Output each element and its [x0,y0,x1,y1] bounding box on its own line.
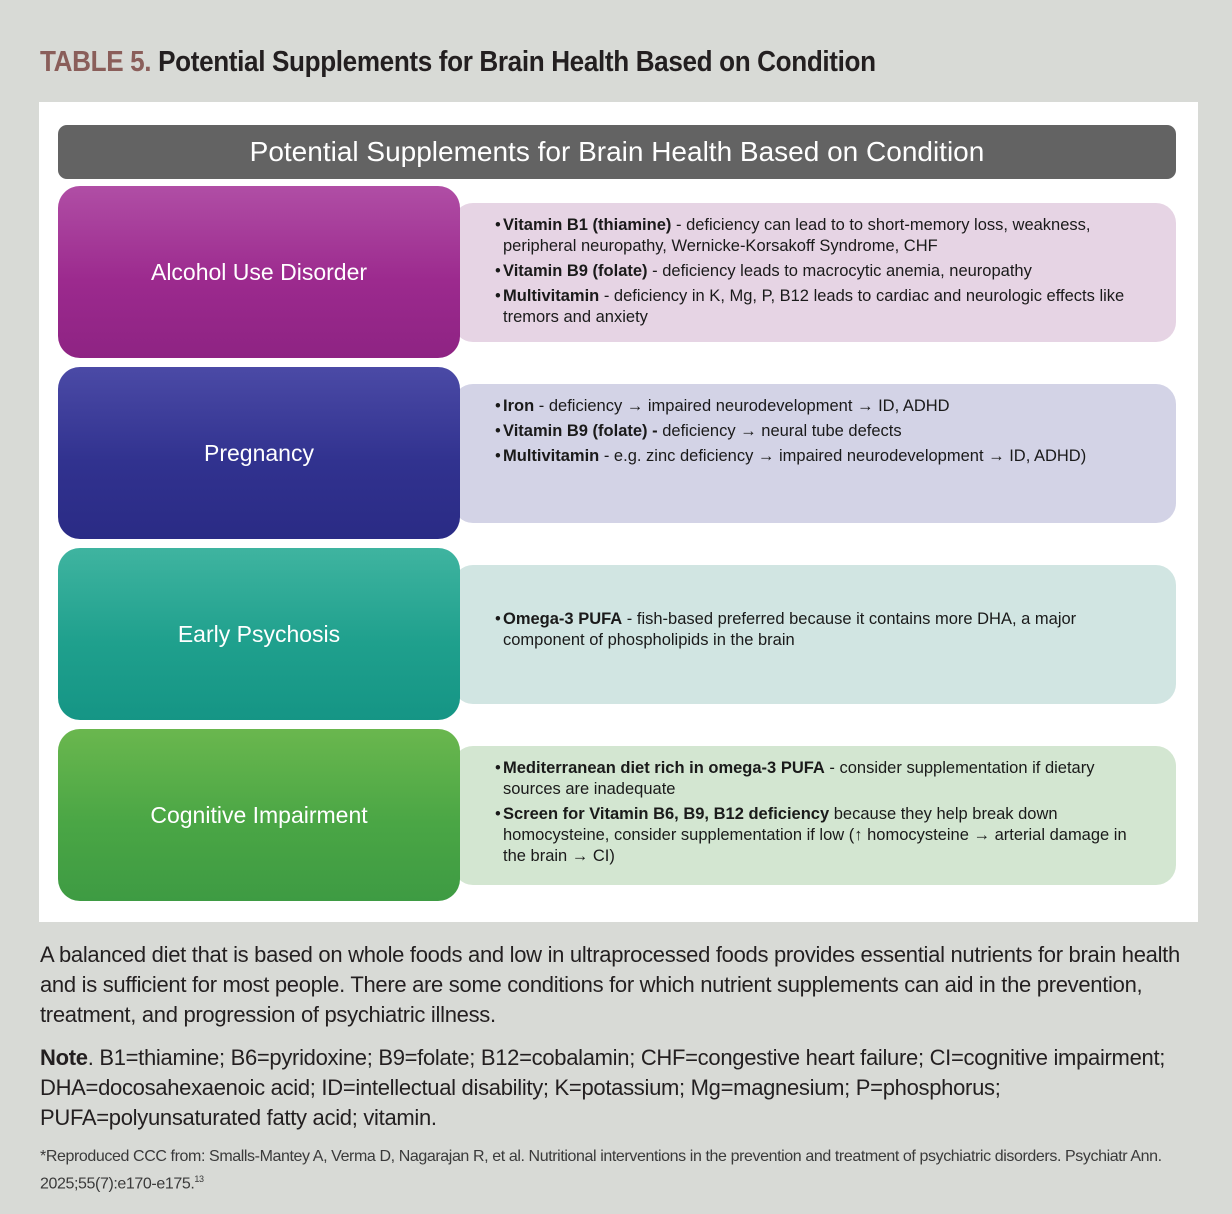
supplement-item: • Multivitamin - deficiency in K, Mg, P, B12 leads to cardiac and neurologic effects like tremors and anxiety [495,287,1125,326]
condition-row-cognitive-impairment [58,729,1176,901]
supplement-description: - fish-based preferred because it contains more DHA, a major component of phospholipids in the brain [503,610,1077,649]
note-label: Note [40,1045,88,1070]
supplement-details [453,384,1176,523]
supplement-description: - deficiency in K, Mg, P, B12 leads to cardiac and neurologic effects like tremors and anxiety [503,287,1125,326]
condition-label: Cognitive Impairment [58,729,460,901]
supplement-list [495,609,1146,651]
supplement-name: Iron [503,397,535,415]
supplement-list [495,758,1146,867]
condition-row-early-psychosis [58,548,1176,720]
condition-label: Pregnancy [58,367,460,539]
supplement-description: - deficiency can lead to to short-memory loss, weakness, peripheral neuropathy, Wernicke-Korsakoff Syndrome, CHF [503,216,1091,255]
supplement-description: deficiency → neural tube defects [657,422,902,440]
supplement-description: - deficiency leads to macrocytic anemia, neuropathy [647,262,1032,280]
body-paragraph: A balanced diet that is based on whole foods and low in ultraprocessed foods provides essential nutrients for brain health and is sufficient for most people. There are some conditions for which nutrient supplements can aid in the prevention, treatment, and progression of psychiatric illness. [40,942,1180,1027]
supplement-description: because they help break down homocysteine, consider supplementation if low (↑ homocysteine → arterial damage in the brain → CI) [503,805,1127,865]
table-label: TABLE 5. [40,46,152,78]
abbreviation-note [40,1043,1200,1133]
supplement-item: • Vitamin B9 (folate) - deficiency leads to macrocytic anemia, neuropathy [495,262,1032,280]
table-heading [40,46,876,79]
figure-panel [39,102,1198,922]
supplement-details [453,565,1176,704]
citation [40,1146,1200,1195]
supplement-name: Vitamin B9 (folate) [503,262,648,280]
supplement-item: • Iron - deficiency → impaired neurodevelopment → ID, ADHD [495,397,950,415]
supplement-name: Multivitamin [503,287,600,305]
condition-row-alcohol-use-disorder [58,186,1176,358]
supplement-item: • Vitamin B1 (thiamine) - deficiency can lead to to short-memory loss, weakness, peripheral neuropathy, Wernicke-Korsakoff Syndrome, CHF [495,216,1091,255]
supplement-item: • Mediterranean diet rich in omega-3 PUFA - consider supplementation if dietary sources are inadequate [495,759,1095,798]
supplement-item: • Multivitamin - e.g. zinc deficiency → impaired neurodevelopment → ID, ADHD) [495,447,1087,465]
supplement-details [453,203,1176,342]
supplement-name: Vitamin B9 (folate) - [503,422,658,440]
note-text: . B1=thiamine; B6=pyridoxine; B9=folate; B12=cobalamin; CHF=congestive heart failure; CI=cognitive impairment; DHA=docosahexaenoic acid; ID=intellectual disability; K=potassium; Mg=magnesium; P=phosphorus; PUFA=polyunsaturated fatty acid; vitamin. [40,1045,1166,1130]
supplement-description: - consider supplementation if dietary sources are inadequate [503,759,1095,798]
supplement-item: • Screen for Vitamin B6, B9, B12 deficiency because they help break down homocysteine, consider supplementation if low (↑ homocysteine → arterial damage in the brain → CI) [495,805,1127,865]
supplement-description: - deficiency → impaired neurodevelopment → ID, ADHD [534,397,950,415]
citation-text: *Reproduced CCC from: Smalls-Mantey A, Verma D, Nagarajan R, et al. Nutritional interventions in the prevention and treatment of psychiatric disorders. Psychiatr Ann. 2025;55(7):e170-e175. [40,1148,1162,1193]
condition-label: Early Psychosis [58,548,460,720]
table-title: Potential Supplements for Brain Health Based on Condition [158,46,876,78]
supplement-name: Omega-3 PUFA [503,610,623,628]
supplement-list [495,215,1146,328]
supplement-item: • Omega-3 PUFA - fish-based preferred because it contains more DHA, a major component of phospholipids in the brain [495,610,1077,649]
supplement-list [495,396,1146,467]
citation-reference: 13 [194,1174,204,1184]
supplement-description: - e.g. zinc deficiency → impaired neurodevelopment → ID, ADHD) [599,447,1087,465]
supplement-name: Multivitamin [503,447,600,465]
supplement-details [453,746,1176,885]
condition-row-pregnancy [58,367,1176,539]
supplement-name: Mediterranean diet rich in omega-3 PUFA [503,759,825,777]
figure-title: Potential Supplements for Brain Health Based on Condition [58,125,1176,179]
supplement-item: • Vitamin B9 (folate) - deficiency → neural tube defects [495,422,902,440]
supplement-name: Vitamin B1 (thiamine) [503,216,672,234]
supplement-name: Screen for Vitamin B6, B9, B12 deficiency [503,805,830,823]
condition-label: Alcohol Use Disorder [58,186,460,358]
